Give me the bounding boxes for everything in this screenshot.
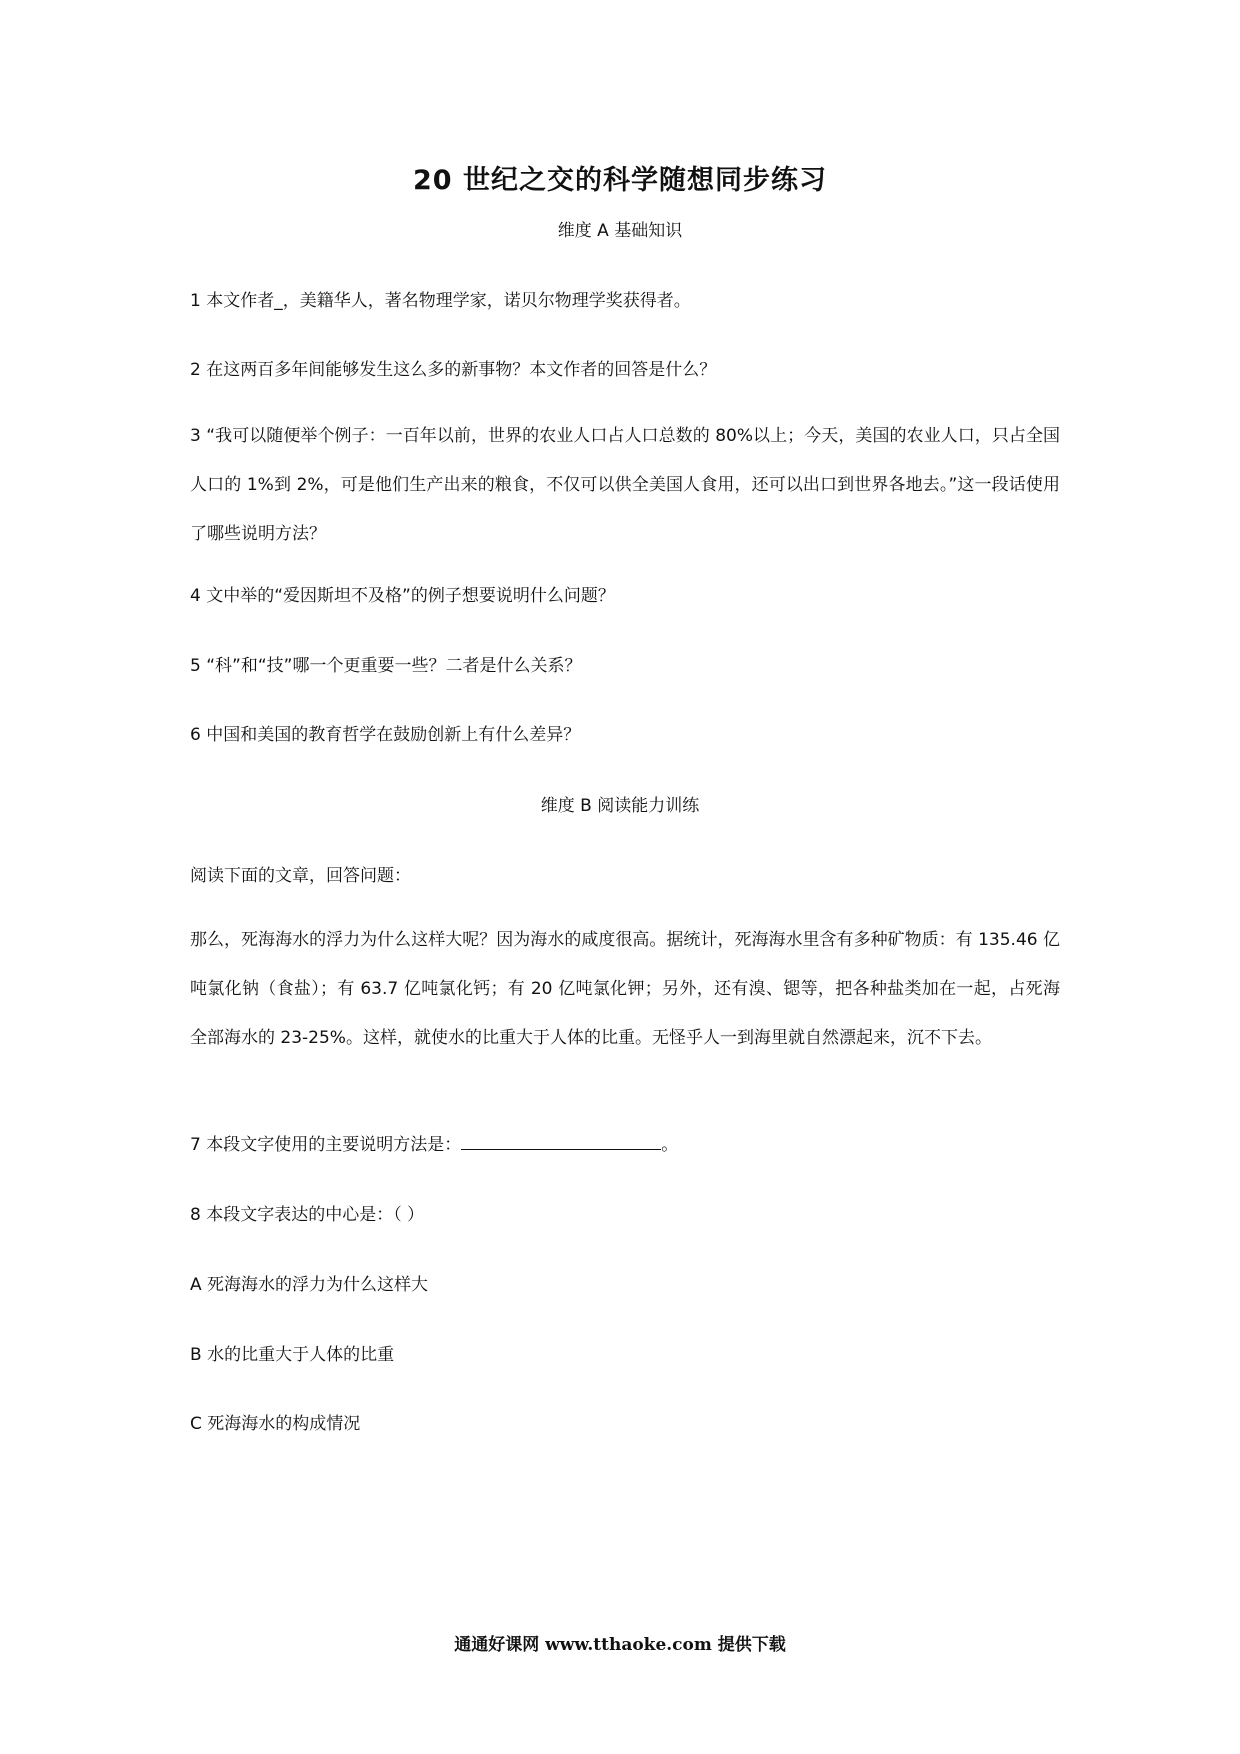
document-title: 20 世纪之交的科学随想同步练习 [413, 165, 827, 196]
question-6: 6 中国和美国的教育哲学在鼓励创新上有什么差异？ [190, 725, 581, 745]
question-2: 2 在这两百多年间能够发生这么多的新事物？本文作者的回答是什么？ [190, 360, 717, 380]
section-b-heading: 维度 B 阅读能力训练 [540, 796, 700, 816]
question-3: 3 “我可以随便举个例子：一百年以前，世界的农业人口占人口总数的 80%以上；今天，美国的农业人口，只占全国人口的 1%到 2%，可是他们生产出来的粮食，不仅可以供全美国人食用，还可以出口到世界各地去。”这一段话使用了哪些说明方法？ [190, 426, 1060, 544]
option-c: C 死海海水的构成情况 [190, 1414, 361, 1434]
reading-instruction: 阅读下面的文章，回答问题： [190, 866, 411, 886]
footer-source: 通通好课网 www.tthaoke.com 提供下载 [454, 1635, 786, 1655]
question-7-end: 。 [661, 1135, 679, 1155]
reading-passage: 那么，死海海水的浮力为什么这样大呢？因为海水的咸度很高。据统计，死海海水里含有多种矿物质：有 135.46 亿吨氯化钠（食盐）；有 63.7 亿吨氯化钙；有 20 亿吨氯化钾；另外，还有溴、锶等，把各种盐类加在一起，占死海全部海水的 23-25%。这样，就使水的比重大于人体的比重。无怪乎人一到海里就自然漂起来，沉不下去。 [190, 930, 1060, 1048]
question-8: 8 本段文字表达的中心是：（ ） [190, 1205, 425, 1225]
answer-blank [461, 1135, 661, 1150]
question-7-text: 7 本段文字使用的主要说明方法是： [190, 1135, 462, 1155]
section-a-heading: 维度 A 基础知识 [557, 221, 683, 241]
option-b: B 水的比重大于人体的比重 [190, 1345, 395, 1365]
question-5: 5 “科”和“技”哪一个更重要一些？二者是什么关系？ [190, 656, 582, 676]
question-7 [190, 1130, 1060, 1155]
option-a: A 死海海水的浮力为什么这样大 [190, 1275, 429, 1295]
question-1: 1 本文作者_，美籍华人，著名物理学家，诺贝尔物理学奖获得者。 [190, 291, 691, 311]
question-4: 4 文中举的“爱因斯坦不及格”的例子想要说明什么问题？ [190, 586, 615, 606]
